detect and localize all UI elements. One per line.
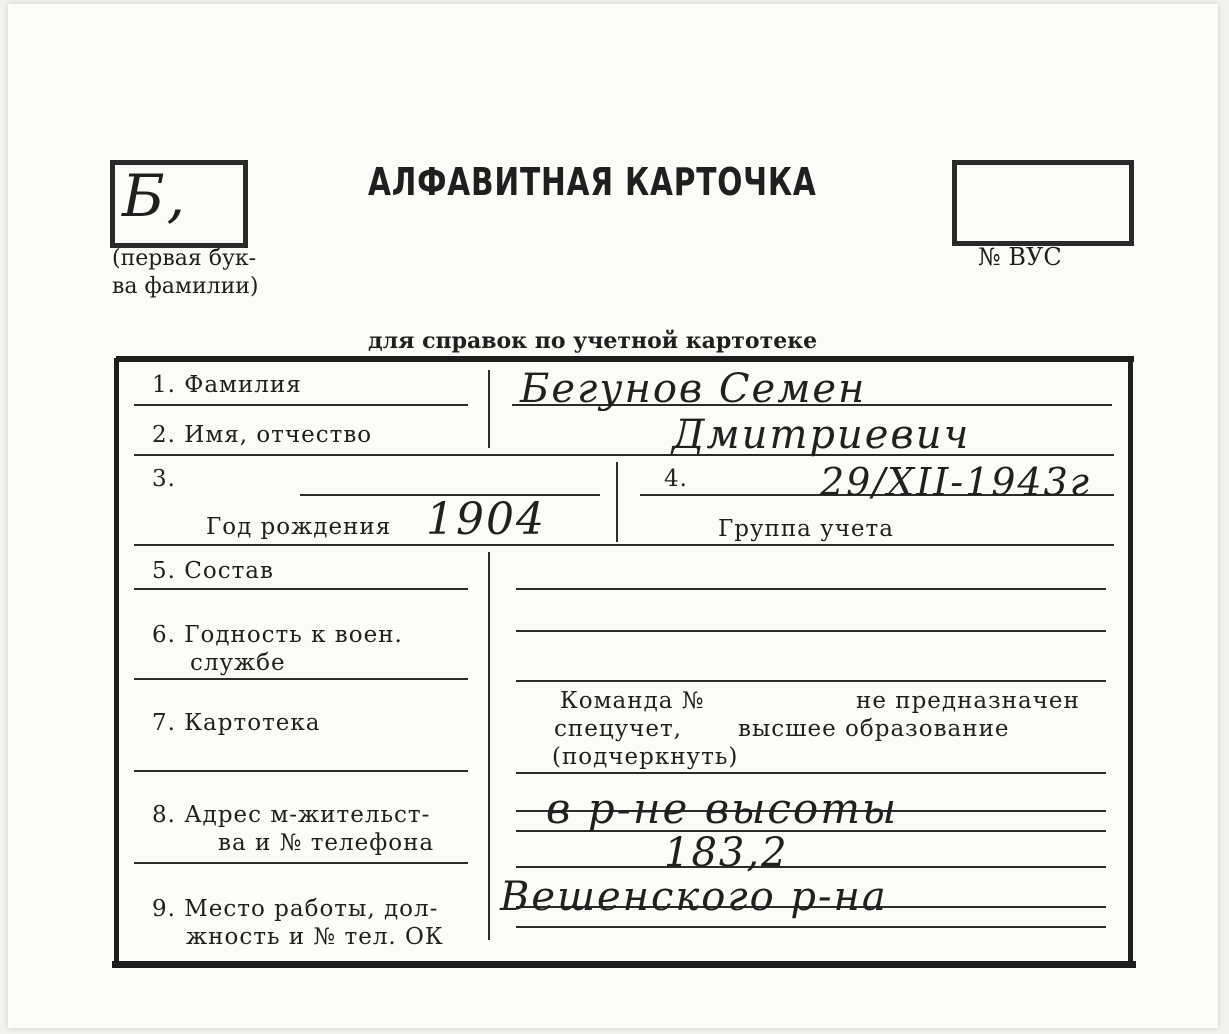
birth-year-label: Год рождения: [206, 514, 392, 540]
line-f8: [134, 862, 468, 864]
line-r9b: [516, 926, 1106, 928]
line-f5: [134, 588, 468, 590]
hw-birth-year: 1904: [426, 494, 546, 545]
form-right-border: [1128, 362, 1133, 962]
card-subtitle: для справок по учетной картотеке: [368, 328, 818, 354]
vus-box: [952, 160, 1134, 246]
group-label: Группа учета: [718, 516, 894, 542]
underline-note: (подчеркнуть): [552, 744, 739, 770]
line-f1: [134, 404, 468, 406]
special-account-label: спецучет,: [554, 716, 682, 742]
field-1-label: 1. Фамилия: [152, 372, 302, 398]
line-row34: [134, 544, 1114, 546]
form-top-border: [116, 356, 1134, 362]
hw-address-3: Вешенского р-на: [500, 874, 888, 920]
field-9-label-1: 9. Место работы, дол-: [152, 896, 439, 922]
hw-address-1: в р-не высоты: [546, 784, 899, 833]
first-letter-handwritten: Б,: [122, 162, 188, 230]
field-6-label-2: службе: [190, 650, 286, 676]
hw-date: 29/XII-1943г: [820, 460, 1091, 504]
field-7-label: 7. Картотека: [152, 710, 321, 736]
field-6-label-1: 6. Годность к воен.: [152, 622, 403, 648]
field-2-label: 2. Имя, отчество: [152, 422, 373, 448]
field-4-label: 4.: [664, 466, 688, 492]
vus-label: № ВУС: [978, 243, 1062, 271]
field-3-label: 3.: [152, 466, 176, 492]
form-bottom-border: [112, 961, 1136, 968]
field-9-label-2: жность и № тел. ОК: [186, 924, 444, 950]
not-assigned-label: не предназначен: [856, 688, 1080, 714]
line-r6: [516, 630, 1106, 632]
hw-surname-name: Бегунов Семен: [520, 366, 867, 412]
command-label: Команда №: [560, 688, 705, 714]
divider-lower: [488, 552, 490, 940]
form-left-border: [114, 358, 119, 964]
field-8-label-1: 8. Адрес м-жительст-: [152, 802, 431, 828]
divider-row34: [616, 462, 618, 542]
line-r8c: [516, 866, 1106, 868]
first-letter-caption-1: (первая бук-: [112, 246, 257, 271]
line-r6b: [516, 680, 1106, 682]
first-letter-caption-2: ва фамилии): [112, 274, 259, 299]
line-r5: [516, 588, 1106, 590]
card-title: АЛФАВИТНАЯ КАРТОЧКА: [368, 160, 817, 204]
hw-address-2: 183,2: [664, 830, 789, 876]
field-8-label-2: ва и № телефона: [218, 830, 435, 856]
higher-education-label: высшее образование: [738, 716, 1010, 742]
line-r7: [516, 772, 1106, 774]
divider-row12: [488, 370, 490, 448]
field-5-label: 5. Состав: [152, 558, 274, 584]
hw-patronymic: Дмитриевич: [672, 412, 971, 458]
line-f6: [134, 678, 468, 680]
line-f7: [134, 770, 468, 772]
